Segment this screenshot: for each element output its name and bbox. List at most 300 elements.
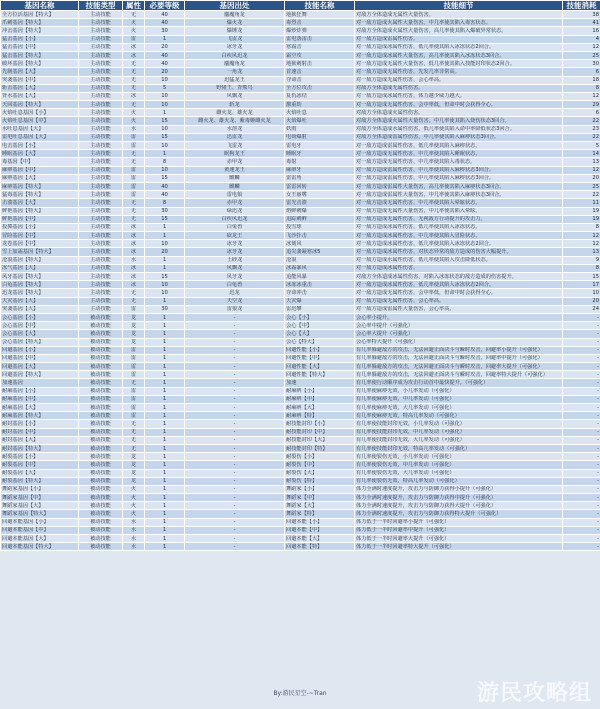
- cell-skill-cost: 19: [563, 215, 600, 223]
- cell-attribute: 龙: [123, 313, 145, 321]
- cell-skill-detail: 对敌方全体造成火属性伤害。: [355, 109, 563, 117]
- cell-required-level: 1: [145, 436, 185, 444]
- cell-skill-name: 会心【中】: [285, 322, 355, 330]
- cell-skill-type: 被动技能: [79, 330, 123, 338]
- cell-attribute: 冰: [123, 281, 145, 289]
- cell-required-level: 1: [145, 428, 185, 436]
- cell-skill-detail: 有几率使行动顺序成为攻击行动首中最快提升。（可强化）: [355, 379, 563, 387]
- cell-skill-detail: 对一敌方造成冰属性伤害。: [355, 264, 563, 272]
- cell-gene-name: 雷电吐息基因【大】: [1, 133, 79, 141]
- cell-attribute: 无: [123, 11, 145, 19]
- cell-skill-detail: 对一敌方造成冰属性伤害，低几率使其陷入冰冻状态。: [355, 223, 563, 231]
- cell-skill-detail: 体力低于一半时回避率小提升（可强化）: [355, 518, 563, 526]
- cell-attribute: 水: [123, 518, 145, 526]
- cell-skill-detail: 对一敌方造成无属性伤害，会心率高。: [355, 76, 563, 84]
- table-row: [1, 68, 600, 76]
- cell-skill-detail: 有几率躲避敌方的攻击，无法回避正面决斗与瞬时攻击，回避率中提升（可强化）: [355, 354, 563, 362]
- cell-skill-cost: -: [563, 453, 600, 461]
- table-row: [1, 133, 600, 141]
- cell-attribute: 龙: [123, 469, 145, 477]
- cell-skill-detail: 对一敌方造成无属性伤害，中几率使其陷入晕眩状态。: [355, 199, 563, 207]
- cell-skill-type: 主动技能: [79, 109, 123, 117]
- cell-gene-name: 迅龙基因【特大】: [1, 289, 79, 297]
- cell-skill-type: 主动技能: [79, 133, 123, 141]
- cell-attribute: 雷: [123, 191, 145, 199]
- cell-skill-name: 追能风暴: [285, 273, 355, 281]
- cell-required-level: 40: [145, 182, 185, 190]
- table-row: [1, 51, 600, 59]
- cell-attribute: 水: [123, 125, 145, 133]
- cell-skill-name: 天灾爆: [285, 297, 355, 305]
- cell-skill-type: 被动技能: [79, 453, 123, 461]
- cell-skill-name: 地狱狂舞: [285, 11, 355, 19]
- cell-attribute: 无: [123, 199, 145, 207]
- cell-skill-type: 主动技能: [79, 84, 123, 92]
- cell-gene-source: -: [185, 412, 285, 420]
- cell-required-level: 30: [145, 27, 185, 35]
- cell-attribute: 雷: [123, 305, 145, 313]
- cell-gene-source: 白龟兽: [185, 281, 285, 289]
- cell-gene-name: 舞蹈家基因【特大】: [1, 510, 79, 518]
- cell-required-level: 1: [145, 109, 185, 117]
- cell-skill-cost: 16: [563, 27, 600, 35]
- cell-skill-name: 雷雷角: [285, 174, 355, 182]
- cell-skill-detail: 有几率使麻痹无效，小几率发动（可强化）: [355, 387, 563, 395]
- cell-skill-cost: -: [563, 485, 600, 493]
- cell-skill-detail: 有几率躲避敌方的攻击，无法回避正面决斗与瞬时攻击，回避率大提升（可强化）: [355, 363, 563, 371]
- cell-gene-name: 耐封基因【特大】: [1, 444, 79, 452]
- cell-skill-type: 被动技能: [79, 535, 123, 543]
- cell-skill-cost: 4: [563, 35, 600, 43]
- cell-attribute: 冰: [123, 51, 145, 59]
- cell-skill-cost: 18: [563, 76, 600, 84]
- table-row: [1, 485, 600, 493]
- cell-required-level: 10: [145, 240, 185, 248]
- cell-attribute: 冰: [123, 43, 145, 51]
- table-row: [1, 387, 600, 395]
- cell-skill-type: 被动技能: [79, 338, 123, 346]
- cell-skill-detail: 体力低于一半时回避率中提升（可强化）: [355, 526, 563, 534]
- cell-attribute: 无: [123, 84, 145, 92]
- cell-skill-detail: 对一敌方造成冰属性伤害，中几率使其陷入冒险状态。: [355, 232, 563, 240]
- table-row: [1, 101, 600, 109]
- cell-gene-name: 回避基因【特大】: [1, 371, 79, 379]
- cell-gene-source: 白疾风迅龙: [185, 215, 285, 223]
- author-credit: By:游民星空-~Tran: [273, 690, 327, 697]
- cell-gene-name: 爪刺基因【特大】: [1, 19, 79, 27]
- cell-skill-detail: 有几率躲避敌方的攻击，无法回避正面决斗与瞬时攻击，回避率特大提升（可强化）: [355, 371, 563, 379]
- cell-gene-name: 睡眠基因【大】: [1, 150, 79, 158]
- table-row: [1, 289, 600, 297]
- table-row: [1, 174, 600, 182]
- cell-required-level: 1: [145, 256, 185, 264]
- cell-skill-cost: 24: [563, 305, 600, 313]
- cell-skill-type: 主动技能: [79, 11, 123, 19]
- cell-skill-name: 耐麻痹【小】: [285, 387, 355, 395]
- cell-skill-cost: 25: [563, 182, 600, 190]
- cell-skill-type: 主动技能: [79, 150, 123, 158]
- cell-skill-type: 主动技能: [79, 191, 123, 199]
- cell-gene-name: 会心基因【中】: [1, 322, 79, 330]
- cell-gene-source: -: [185, 502, 285, 510]
- cell-skill-type: 主动技能: [79, 51, 123, 59]
- cell-skill-detail: 对一敌方造成雷属性伤害，中几率使其陷入麻痹状态3回合。: [355, 166, 563, 174]
- cell-skill-detail: 有几率使麻痹无效，特高几率发动（可强化）: [355, 412, 563, 420]
- cell-skill-detail: 对一敌方造成无属性伤害，会中率低，但命中时会获得全心。: [355, 289, 563, 297]
- table-row: [1, 330, 600, 338]
- cell-attribute: 无: [123, 215, 145, 223]
- cell-required-level: 15: [145, 133, 185, 141]
- cell-skill-detail: 体力全满时速度提升，攻击力与防御力获得中提升（可强化）: [355, 494, 563, 502]
- cell-skill-name: 雷迅攀: [285, 305, 355, 313]
- cell-skill-name: 耐裂伤【小】: [285, 453, 355, 461]
- cell-gene-source: -: [185, 322, 285, 330]
- cell-skill-cost: -: [563, 338, 600, 346]
- cell-skill-detail: 对一敌方造成火属性大量伤害。中几率使其陷入毒害状态。: [355, 19, 563, 27]
- cell-gene-name: 耐裂基因【特大】: [1, 477, 79, 485]
- cell-attribute: 无: [123, 207, 145, 215]
- cell-skill-detail: 对一敌方造成雷属性大量伤害，会心率高。: [355, 305, 563, 313]
- cell-required-level: 1: [145, 469, 185, 477]
- cell-skill-type: 主动技能: [79, 92, 123, 100]
- cell-skill-type: 被动技能: [79, 313, 123, 321]
- cell-skill-detail: 对一敌方造成雷属性大量伤害，中几率使其陷入麻痹状态3回合。: [355, 191, 563, 199]
- cell-skill-name: 激重劫: [285, 101, 355, 109]
- cell-skill-detail: 有几率使技能封印无效，小几率发动（可强化）: [355, 420, 563, 428]
- cell-skill-detail: 对一敌方造成无属性大量伤害，低几率使其陷入技能封印状态2回合。: [355, 60, 563, 68]
- cell-skill-cost: -: [563, 428, 600, 436]
- cell-gene-name: 麻痹基因【中】: [1, 166, 79, 174]
- cell-skill-cost: -: [563, 313, 600, 321]
- cell-skill-cost: -: [563, 510, 600, 518]
- table-row: [1, 223, 600, 231]
- table-row: [1, 150, 600, 158]
- cell-required-level: 1: [145, 543, 185, 551]
- cell-attribute: 无: [123, 101, 145, 109]
- cell-skill-cost: 22: [563, 117, 600, 125]
- cell-gene-name: 回避基因【大】: [1, 363, 79, 371]
- cell-skill-detail: 对一敌方造成冰属性伤害，低几率使其陷入冰冻状态2回合。: [355, 240, 563, 248]
- cell-gene-name: 回避基因【中】: [1, 354, 79, 362]
- cell-required-level: 1: [145, 371, 185, 379]
- cell-attribute: 无: [123, 436, 145, 444]
- cell-required-level: 1: [145, 535, 185, 543]
- cell-gene-source: -: [185, 338, 285, 346]
- table-row: [1, 92, 600, 100]
- cell-required-level: 15: [145, 215, 185, 223]
- cell-required-level: 1: [145, 502, 185, 510]
- cell-gene-name: 天灾基因【大】: [1, 297, 79, 305]
- cell-skill-detail: 体力全满时速度提升，攻击力与防御力获得特大提升（可强化）: [355, 510, 563, 518]
- cell-required-level: 10: [145, 76, 185, 84]
- cell-skill-cost: 13: [563, 248, 600, 256]
- cell-skill-cost: 12: [563, 43, 600, 51]
- table-row: [1, 535, 600, 543]
- cell-skill-name: 复仇冰结: [285, 92, 355, 100]
- table-row: [1, 313, 600, 321]
- cell-skill-detail: 对一敌方造成雷属性大量伤害，高几率使其陷入麻痹状态3回合。: [355, 182, 563, 190]
- cell-skill-detail: 对敌方全体造成无属性大量伤害。: [355, 11, 563, 19]
- cell-attribute: 龙: [123, 453, 145, 461]
- table-row: [1, 510, 600, 518]
- cell-skill-name: 爆炒炸弹: [285, 27, 355, 35]
- cell-skill-detail: 体力全满时速度提升，攻击力与防御力获得小提升（可强化）: [355, 485, 563, 493]
- cell-skill-cost: -: [563, 404, 600, 412]
- cell-gene-name: 耐封基因【小】: [1, 420, 79, 428]
- table-row: [1, 232, 600, 240]
- cell-attribute: 冰: [123, 223, 145, 231]
- cell-skill-detail: 有几率使麻痹无效，中几率发动（可强化）: [355, 395, 563, 403]
- cell-gene-source: -: [185, 477, 285, 485]
- cell-skill-type: 主动技能: [79, 142, 123, 150]
- cell-gene-name: 火焰吐息基因【小】: [1, 109, 79, 117]
- header-skill-name: 技能名称: [285, 1, 355, 11]
- cell-gene-source: 天空龙: [185, 297, 285, 305]
- cell-attribute: 雷: [123, 35, 145, 43]
- cell-skill-cost: -: [563, 420, 600, 428]
- cell-skill-name: 回避本能【特】: [285, 543, 355, 551]
- cell-skill-type: 主动技能: [79, 223, 123, 231]
- cell-skill-type: 被动技能: [79, 412, 123, 420]
- cell-required-level: 1: [145, 313, 185, 321]
- cell-skill-cost: 38: [563, 11, 600, 19]
- cell-gene-name: 冻气基因【大】: [1, 264, 79, 272]
- cell-attribute: 雷: [123, 363, 145, 371]
- cell-attribute: 火: [123, 19, 145, 27]
- cell-skill-name: 投雪球: [285, 223, 355, 231]
- cell-skill-type: 被动技能: [79, 420, 123, 428]
- cell-required-level: 1: [145, 395, 185, 403]
- cell-gene-source: 麒麟: [185, 174, 285, 182]
- cell-skill-cost: -: [563, 469, 600, 477]
- cell-gene-source: 水溶龙: [185, 125, 285, 133]
- cell-skill-name: 首速击: [285, 68, 355, 76]
- cell-required-level: 1: [145, 346, 185, 354]
- header-gene-source: 基因出处: [185, 1, 285, 11]
- cell-skill-detail: 对一敌方造成无属性伤害，无视敌方行动提升的攻击力。: [355, 215, 563, 223]
- cell-gene-name: 耐麻基因【中】: [1, 395, 79, 403]
- table-row: [1, 404, 600, 412]
- table-row: [1, 117, 600, 125]
- cell-skill-name: 加速: [285, 379, 355, 387]
- cell-required-level: 1: [145, 322, 185, 330]
- cell-gene-source: -: [185, 510, 285, 518]
- cell-skill-cost: 6: [563, 68, 600, 76]
- cell-skill-name: 耐麻痹【中】: [285, 395, 355, 403]
- cell-gene-name: 会心基因【小】: [1, 313, 79, 321]
- cell-skill-name: 回避本能【中】: [285, 526, 355, 534]
- table-row: [1, 477, 600, 485]
- cell-skill-type: 主动技能: [79, 43, 123, 51]
- cell-attribute: 无: [123, 60, 145, 68]
- cell-required-level: 20: [145, 68, 185, 76]
- cell-required-level: 1: [145, 264, 185, 272]
- cell-skill-detail: 对一敌方造成无属性伤害，会心率高。: [355, 297, 563, 305]
- cell-gene-name: 耐麻基因【特大】: [1, 412, 79, 420]
- cell-gene-name: 冲击基因【特大】: [1, 27, 79, 35]
- cell-attribute: 无: [123, 289, 145, 297]
- cell-required-level: 10: [145, 142, 185, 150]
- cell-gene-source: 白兔兽: [185, 223, 285, 231]
- header-required-level: 必要等级: [145, 1, 185, 11]
- cell-skill-detail: 体力低于一半时回避率特大提升（可强化）: [355, 543, 563, 551]
- cell-skill-name: 女王丽嗜: [285, 191, 355, 199]
- cell-skill-cost: -: [563, 461, 600, 469]
- cell-gene-source: 雷狼龙: [185, 305, 285, 313]
- cell-skill-cost: -: [563, 535, 600, 543]
- header-skill-detail: 技能细节: [355, 1, 563, 11]
- cell-gene-name: 突袭基因【大】: [1, 305, 79, 313]
- cell-attribute: 无: [123, 444, 145, 452]
- table-row: [1, 281, 600, 289]
- cell-attribute: 水: [123, 526, 145, 534]
- cell-gene-name: 先制基因【大】: [1, 68, 79, 76]
- cell-skill-type: 被动技能: [79, 428, 123, 436]
- site-watermark: 游民攻略组: [476, 681, 592, 706]
- cell-skill-name: 追尖袭凝寒冰5: [285, 248, 355, 256]
- cell-required-level: 1: [145, 297, 185, 305]
- cell-skill-name: 沧浪: [285, 256, 355, 264]
- cell-skill-name: 雷电落雷击: [285, 35, 355, 43]
- cell-gene-source: 土砂龙: [185, 256, 285, 264]
- cell-gene-name: 耐封基因【大】: [1, 436, 79, 444]
- cell-gene-source: -: [185, 444, 285, 452]
- cell-gene-source: -: [185, 535, 285, 543]
- cell-gene-name: 水吐息基因【大】: [1, 125, 79, 133]
- cell-skill-name: 回避性能【大】: [285, 363, 355, 371]
- table-row: [1, 19, 600, 27]
- table-row: [1, 469, 600, 477]
- cell-required-level: 1: [145, 518, 185, 526]
- cell-attribute: 龙: [123, 461, 145, 469]
- cell-gene-name: 鲜艳基因【特大】: [1, 207, 79, 215]
- cell-gene-name: 毒基因【中】: [1, 158, 79, 166]
- cell-required-level: 30: [145, 207, 185, 215]
- cell-skill-cost: 6: [563, 109, 600, 117]
- cell-attribute: 水: [123, 543, 145, 551]
- cell-gene-name: 击溃基因【大】: [1, 199, 79, 207]
- cell-gene-source: 鏖魔角龙: [185, 60, 285, 68]
- cell-attribute: 雷: [123, 387, 145, 395]
- cell-skill-name: 雷雷回转: [285, 182, 355, 190]
- cell-required-level: 1: [145, 461, 185, 469]
- cell-skill-detail: 对敌方全体造成火属性大量伤害。高几率使其陷入爆破异常状态。: [355, 27, 563, 35]
- cell-required-level: 1: [145, 150, 185, 158]
- cell-gene-name: 冒险基因【中】: [1, 232, 79, 240]
- cell-skill-type: 被动技能: [79, 518, 123, 526]
- cell-skill-name: 飞沙扑击: [285, 232, 355, 240]
- cell-gene-source: 迅猛龙王: [185, 76, 285, 84]
- cell-required-level: 1: [145, 412, 185, 420]
- table-header-row: [1, 1, 600, 11]
- cell-skill-detail: 有几率使裂伤无效，特高几率发动（可强化）: [355, 477, 563, 485]
- cell-required-level: 5: [145, 84, 185, 92]
- cell-skill-detail: 对一敌方造成无属性伤害，中几率使其陷入毒状态。: [355, 158, 563, 166]
- cell-skill-detail: 对敌方全体造成火属性大量伤害。中几率使其陷入烧伤状态3回合。: [355, 117, 563, 125]
- cell-skill-type: 主动技能: [79, 248, 123, 256]
- cell-required-level: 10: [145, 281, 185, 289]
- cell-skill-name: 耐技能封印【中】: [285, 428, 355, 436]
- cell-gene-source: -: [185, 526, 285, 534]
- cell-gene-source: -: [185, 346, 285, 354]
- cell-required-level: 8: [145, 199, 185, 207]
- table-row: [1, 158, 600, 166]
- cell-skill-detail: 对一敌方造成无属性伤害，中几率使其陷入睡眠状态。: [355, 150, 563, 158]
- cell-skill-name: 妖雨: [285, 125, 355, 133]
- cell-required-level: 1: [145, 404, 185, 412]
- cell-required-level: 40: [145, 51, 185, 59]
- header-skill-cost: 技能消耗: [563, 1, 600, 11]
- table-row: [1, 354, 600, 362]
- cell-skill-cost: 8: [563, 223, 600, 231]
- cell-skill-name: 回避性能【小】: [285, 346, 355, 354]
- cell-skill-cost: -: [563, 346, 600, 354]
- cell-gene-name: 舞蹈家基因【中】: [1, 494, 79, 502]
- cell-required-level: 15: [145, 174, 185, 182]
- cell-required-level: 1: [145, 444, 185, 452]
- table-row: [1, 264, 600, 272]
- cell-skill-detail: 对一敌方造成无属性大量伤害，中几率使其陷入晕眩。: [355, 207, 563, 215]
- cell-attribute: 龙: [123, 477, 145, 485]
- cell-skill-cost: -: [563, 354, 600, 362]
- cell-skill-type: 主动技能: [79, 182, 123, 190]
- cell-skill-cost: -: [563, 477, 600, 485]
- cell-skill-name: 回避性能【中】: [285, 354, 355, 362]
- cell-skill-name: 麻痹牙: [285, 166, 355, 174]
- cell-required-level: 1: [145, 363, 185, 371]
- table-row: [1, 363, 600, 371]
- cell-required-level: 10: [145, 92, 185, 100]
- cell-gene-source: 风牙龙: [185, 273, 285, 281]
- cell-attribute: 火: [123, 117, 145, 125]
- cell-gene-source: -: [185, 543, 285, 551]
- cell-attribute: 无: [123, 420, 145, 428]
- cell-skill-name: 雷电牙: [285, 142, 355, 150]
- table-row: [1, 191, 600, 199]
- cell-gene-source: -: [185, 404, 285, 412]
- cell-skill-type: 被动技能: [79, 510, 123, 518]
- cell-skill-type: 主动技能: [79, 305, 123, 313]
- cell-skill-type: 主动技能: [79, 174, 123, 182]
- cell-skill-name: 会心【特大】: [285, 338, 355, 346]
- cell-skill-name: 睡眠牙: [285, 150, 355, 158]
- cell-skill-detail: 对一敌方造成冰属性伤害，低几率使其陷入冰冻状态2回合。: [355, 43, 563, 51]
- cell-gene-source: 爆火龙: [185, 19, 285, 27]
- cell-skill-type: 主动技能: [79, 117, 123, 125]
- cell-skill-cost: 22: [563, 133, 600, 141]
- cell-gene-name: 舞蹈家基因【小】: [1, 485, 79, 493]
- cell-gene-source: 眠狗龙王: [185, 150, 285, 158]
- cell-gene-name: 斩击基因【大】: [1, 84, 79, 92]
- cell-skill-type: 被动技能: [79, 404, 123, 412]
- cell-skill-cost: -: [563, 330, 600, 338]
- table-row: [1, 543, 600, 551]
- cell-skill-cost: -: [563, 363, 600, 371]
- cell-attribute: 无: [123, 379, 145, 387]
- cell-gene-name: 回避基因【小】: [1, 346, 79, 354]
- table-row: [1, 273, 600, 281]
- cell-skill-cost: 20: [563, 297, 600, 305]
- cell-required-level: 1: [145, 354, 185, 362]
- cell-gene-source: -: [185, 461, 285, 469]
- cell-gene-name: 猛击基因【特大】: [1, 51, 79, 59]
- cell-gene-name: 耐麻基因【大】: [1, 404, 79, 412]
- cell-skill-type: 主动技能: [79, 101, 123, 109]
- cell-gene-name: 麻痹基因【大】: [1, 174, 79, 182]
- cell-skill-cost: -: [563, 526, 600, 534]
- cell-skill-type: 主动技能: [79, 297, 123, 305]
- cell-skill-name: 追踪刺鲜: [285, 215, 355, 223]
